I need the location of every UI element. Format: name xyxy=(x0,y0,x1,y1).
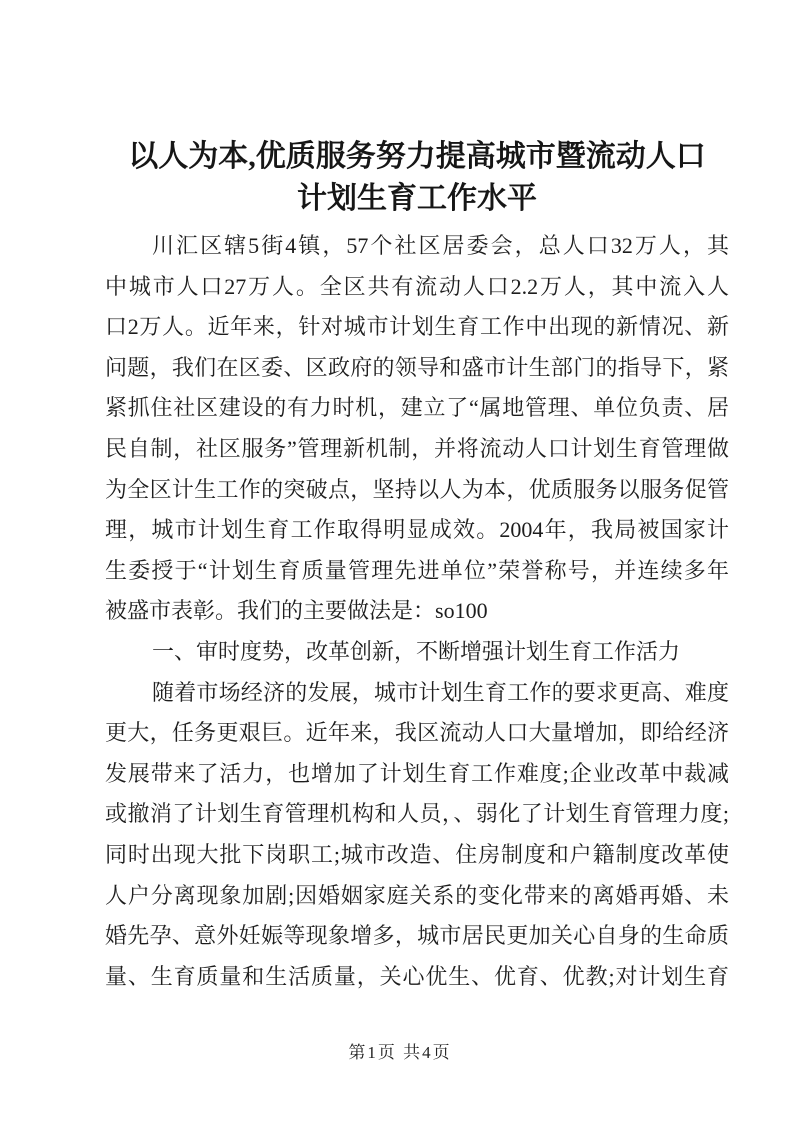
body-line: 问题，我们在区委、区政府的领导和盛市计生部门的指导下，紧 xyxy=(105,354,729,380)
body-line: 为全区计生工作的突破点，坚持以人为本，优质服务以服务促管 xyxy=(105,476,729,502)
body-line: 更大，任务更艰巨。近年来，我区流动人口大量增加，即给经济 xyxy=(105,720,729,746)
section-heading: 一、审时度势，改革创新，不断增强计划生育工作活力 xyxy=(152,638,681,664)
page-indicator: 第1页 共4页 xyxy=(348,1043,452,1062)
document-body xyxy=(0,220,800,997)
body-line: 理，城市计划生育工作取得明显成效。2004年，我局被国家计 xyxy=(105,517,729,543)
body-line: 同时出现大批下岗职工;城市改造、住房制度和户籍制度改革使 xyxy=(105,841,729,867)
body-line: 川汇区辖5街4镇，57个社区居委会，总人口32万人，其 xyxy=(152,233,729,258)
title-line-2: 计划生育工作水平 xyxy=(297,182,537,215)
body-line: 生委授于“计划生育质量管理先进单位”荣誉称号，并连续多年 xyxy=(105,557,729,583)
body-line: 量、生育质量和生活质量，关心优生、优育、优教;对计划生育 xyxy=(105,963,729,989)
page-footer xyxy=(0,1040,800,1066)
body-line: 被盛市表彰。我们的主要做法是：so100 xyxy=(105,598,488,624)
body-line: 或撤消了计划生育管理机构和人员，、弱化了计划生育管理力度; xyxy=(105,801,729,827)
body-line: 随着市场经济的发展，城市计划生育工作的要求更高、难度 xyxy=(152,679,729,705)
title-line-1: 以人为本,优质服务努力提高城市暨流动人口 xyxy=(128,140,706,173)
body-line: 民自制，社区服务”管理新机制，并将流动人口计划生育管理做 xyxy=(105,435,729,461)
body-line: 婚先孕、意外妊娠等现象增多，城市居民更加关心自身的生命质 xyxy=(105,923,729,949)
body-line: 发展带来了活力，也增加了计划生育工作难度;企业改革中裁减 xyxy=(105,760,729,786)
document-title xyxy=(0,0,800,220)
body-line: 人户分离现象加剧;因婚姻家庭关系的变化带来的离婚再婚、未 xyxy=(105,882,729,908)
body-line: 紧抓住社区建设的有力时机，建立了“属地管理、单位负责、居 xyxy=(105,395,729,421)
body-line: 中城市人口27万人。全区共有流动人口2.2万人，其中流入人 xyxy=(105,273,729,299)
body-line: 口2万人。近年来，针对城市计划生育工作中出现的新情况、新 xyxy=(105,314,729,340)
